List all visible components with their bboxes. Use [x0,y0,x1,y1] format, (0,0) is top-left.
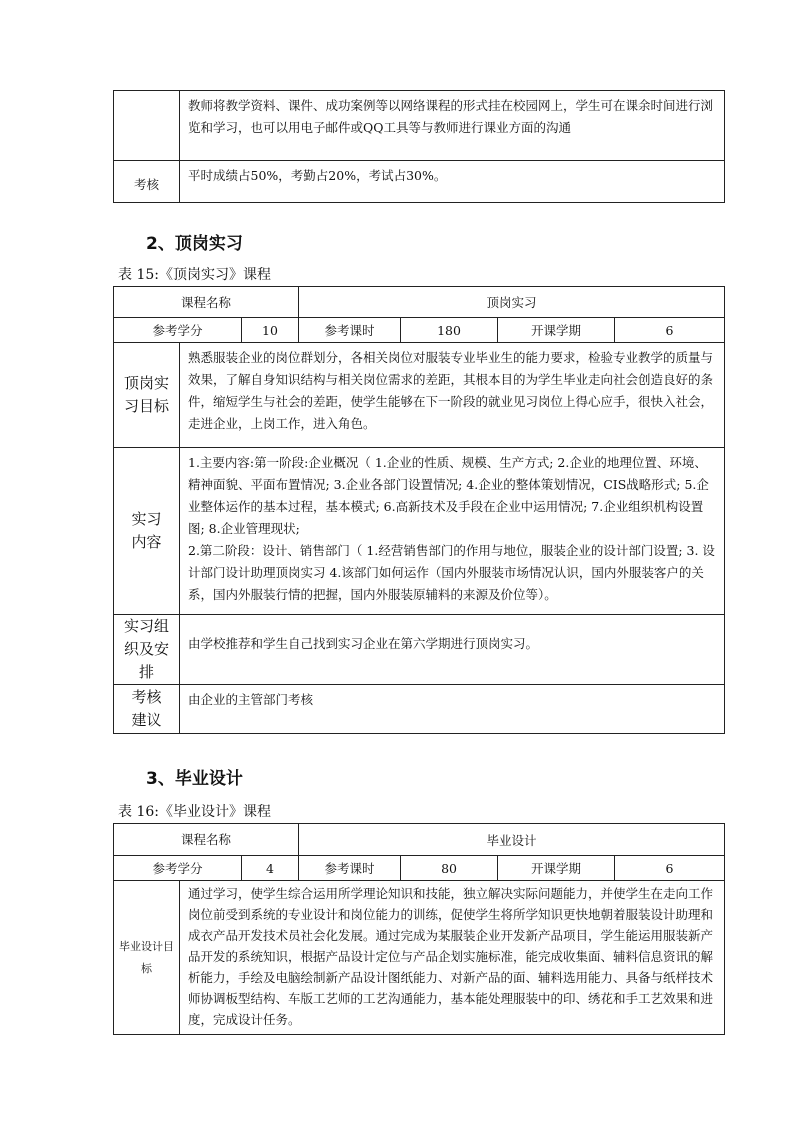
top-table [113,90,725,203]
section2-credit-value: 10 [242,318,299,343]
section2-hours-value: 180 [401,318,498,343]
section3-hours-label: 参考课时 [299,856,401,881]
section3-credit-value: 4 [242,856,299,881]
section3-goal-label: 毕业设计目标 [114,881,180,1035]
section3-course-name: 毕业设计 [299,824,725,856]
section3-course-name-label: 课程名称 [114,824,299,856]
section3-goal-text: 通过学习，使学生综合运用所学理论知识和技能，独立解决实际问题能力，并使学生在走向工作岗位前受到系统的专业设计和岗位能力的训练，促使学生将所学知识更快地朝着服装设计助理和成衣产品开发技术员社会化发展。通过完成为某服装企业开发新产品项目，学生能运用服装新产品开发的系统知识，根据产品设计定位与产品企划实施标准，能完成收集面、辅料信息资讯的解析能力，手绘及电脑绘制新产品设计图纸能力、对新产品的面、辅料选用能力、具备与纸样技术师协调板型结构、车版工艺师的工艺沟通能力，基本能处理服装中的印、绣花和手工艺效果和进度，完成设计任务。 [180,881,725,1035]
section2-term-label: 开课学期 [498,318,615,343]
section2-goal-text: 熟悉服装企业的岗位群划分，各相关岗位对服装专业毕业生的能力要求，检验专业教学的质量与效果，了解自身知识结构与相关岗位需求的差距，其根本目的为学生毕业走向社会创造良好的条件，缩短学生与社会的差距，使学生能够在下一阶段的就业见习岗位上得心应手，很快入社会，走进企业，上岗工作，进入角色。 [180,343,725,448]
section2-term-value: 6 [615,318,725,343]
section2-table [113,286,725,734]
section2-org-text: 由学校推荐和学生自己找到实习企业在第六学期进行顶岗实习。 [180,615,725,685]
section2-course-name-label: 课程名称 [114,287,299,318]
section3-term-value: 6 [615,856,725,881]
section2-hours-label: 参考课时 [299,318,401,343]
section3-heading: 3、毕业设计 [146,769,243,789]
section3-caption: 表 16:《毕业设计》课程 [118,804,271,820]
section3-credit-label: 参考学分 [114,856,242,881]
top-table-intro-text: 教师将教学资料、课件、成功案例等以网络课程的形式挂在校园网上，学生可在课余时间进行浏览和学习，也可以用电子邮件或QQ工具等与教师进行课业方面的沟通 [180,91,725,161]
section2-assess-text: 由企业的主管部门考核 [180,685,725,734]
section2-org-label: 实习组织及安排 [114,615,180,685]
section2-content-label: 实习内容 [114,448,180,615]
section2-assess-label: 考核建议 [114,685,180,734]
section2-content-text: 1.主要内容:第一阶段:企业概况（ 1.企业的性质、规模、生产方式; 2.企业的地理位置、环境、精神面貌、平面布置情况; 3.企业各部门设置情况; 4.企业的整体策划情况，CIS战略形式; 5.企业整体运作的基本过程，基本模式; 6.高新技术及手段在企业中运用情况; 7.企业组织机构设置图; 8.企业管理现状; 2.第二阶段：设计、销售部门（ 1.经营销售部门的作用与地位，服装企业的设计部门设置; 3. 设计部门设计助理顶岗实习 4.该部门如何运作（国内外服装市场情况认识，国内外服装客户的关系，国内外服装行情的把握，国内外服装原辅料的来源及价位等）。 [180,448,725,615]
section3-term-label: 开课学期 [498,856,615,881]
section2-goal-label: 顶岗实习目标 [114,343,180,448]
section2-course-name: 顶岗实习 [299,287,725,318]
top-table-assess-label: 考核 [114,161,180,203]
top-table-assess-text: 平时成绩占50%，考勤占20%，考试占30%。 [180,161,725,203]
section2-credit-label: 参考学分 [114,318,242,343]
section2-heading: 2、顶岗实习 [146,234,243,254]
section2-caption: 表 15:《顶岗实习》课程 [118,267,271,283]
top-table-empty-label [114,91,180,161]
section3-hours-value: 80 [401,856,498,881]
section3-table [113,823,725,1035]
